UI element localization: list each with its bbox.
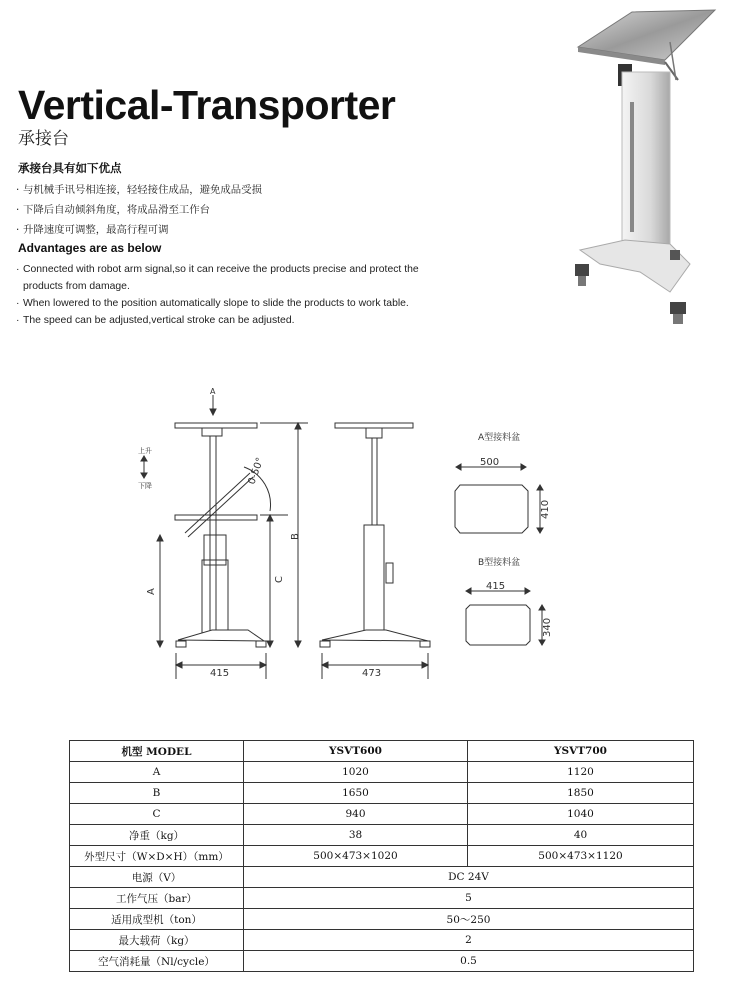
features-en-heading: Advantages are as below <box>18 241 162 255</box>
row-value-shared: 50～250 <box>244 909 694 930</box>
features-en-list <box>16 261 436 329</box>
row-value-700: 500×473×1120 <box>468 846 694 867</box>
technical-drawing <box>130 385 600 685</box>
feature-cn-item: · 下降后自动倾斜角度，将成品滑至工作台 <box>16 200 262 220</box>
table-row <box>70 804 694 825</box>
tray-b-detail <box>466 556 553 645</box>
up-label: 上升 <box>138 447 152 455</box>
row-label: 空气消耗量（Nl/cycle） <box>70 951 244 972</box>
down-label: 下降 <box>138 482 152 490</box>
row-label: A <box>70 762 244 783</box>
table-row <box>70 888 694 909</box>
features-cn-list <box>16 180 262 240</box>
side-view <box>320 423 430 679</box>
row-value-600: 940 <box>244 804 468 825</box>
dim-a-label: A <box>146 588 157 595</box>
table-row <box>70 762 694 783</box>
table-row <box>70 930 694 951</box>
row-value-shared: DC 24V <box>244 867 694 888</box>
product-photo <box>570 2 740 330</box>
row-label: C <box>70 804 244 825</box>
page-title: Vertical-Transporter <box>18 82 396 128</box>
tilt-angle-label: 0-50° <box>246 456 267 487</box>
row-value-shared: 2 <box>244 930 694 951</box>
header-model: 机型 MODEL <box>70 741 244 762</box>
tray-a-title: A型接料盆 <box>478 433 521 443</box>
row-label: 适用成型机（ton） <box>70 909 244 930</box>
table-row <box>70 846 694 867</box>
tray-a-detail <box>455 431 551 533</box>
tray-a-depth: 410 <box>540 499 551 519</box>
row-label: 净重（kg） <box>70 825 244 846</box>
feature-cn-item: · 升降速度可调整，最高行程可调 <box>16 220 262 240</box>
row-value-600: 38 <box>244 825 468 846</box>
table-row <box>70 909 694 930</box>
table-row <box>70 951 694 972</box>
row-label: 电源（V） <box>70 867 244 888</box>
row-value-700: 1120 <box>468 762 694 783</box>
table-header-row <box>70 741 694 762</box>
row-value-600: 1650 <box>244 783 468 804</box>
dim-b-label: B <box>290 533 301 540</box>
row-value-700: 1850 <box>468 783 694 804</box>
front-view <box>138 387 308 679</box>
row-label: 外型尺寸（W×D×H）（mm） <box>70 846 244 867</box>
dim-c-label: C <box>274 576 285 583</box>
page-subtitle: 承接台 <box>18 129 69 149</box>
row-value-shared: 0.5 <box>244 951 694 972</box>
table-row <box>70 783 694 804</box>
table-row <box>70 825 694 846</box>
features-cn-heading: 承接台具有如下优点 <box>18 161 122 175</box>
row-label: 最大载荷（kg） <box>70 930 244 951</box>
spec-table <box>69 740 694 972</box>
feature-en-item: · When lowered to the position automatically slope to slide the products to work table. <box>16 295 436 312</box>
feature-en-item: · Connected with robot arm signal,so it can receive the products precise and protect the products from damage. <box>16 261 436 295</box>
row-value-600: 1020 <box>244 762 468 783</box>
row-value-700: 40 <box>468 825 694 846</box>
tray-a-width: 500 <box>480 457 500 468</box>
tray-b-title: B型接料盆 <box>478 558 521 568</box>
row-label: B <box>70 783 244 804</box>
header-ysvt700: YSVT700 <box>468 741 694 762</box>
row-value-600: 500×473×1020 <box>244 846 468 867</box>
row-label: 工作气压（bar） <box>70 888 244 909</box>
front-width-label: 415 <box>210 668 230 679</box>
row-value-shared: 5 <box>244 888 694 909</box>
header-ysvt600: YSVT600 <box>244 741 468 762</box>
tray-b-depth: 340 <box>542 617 553 637</box>
feature-en-item: · The speed can be adjusted,vertical stroke can be adjusted. <box>16 312 436 329</box>
side-width-label: 473 <box>362 668 382 679</box>
tray-b-width: 415 <box>486 581 506 592</box>
drop-arrow-label: A <box>210 387 216 396</box>
row-value-700: 1040 <box>468 804 694 825</box>
feature-cn-item: · 与机械手讯号相连接，轻轻接住成品，避免成品受损 <box>16 180 262 200</box>
table-row <box>70 867 694 888</box>
